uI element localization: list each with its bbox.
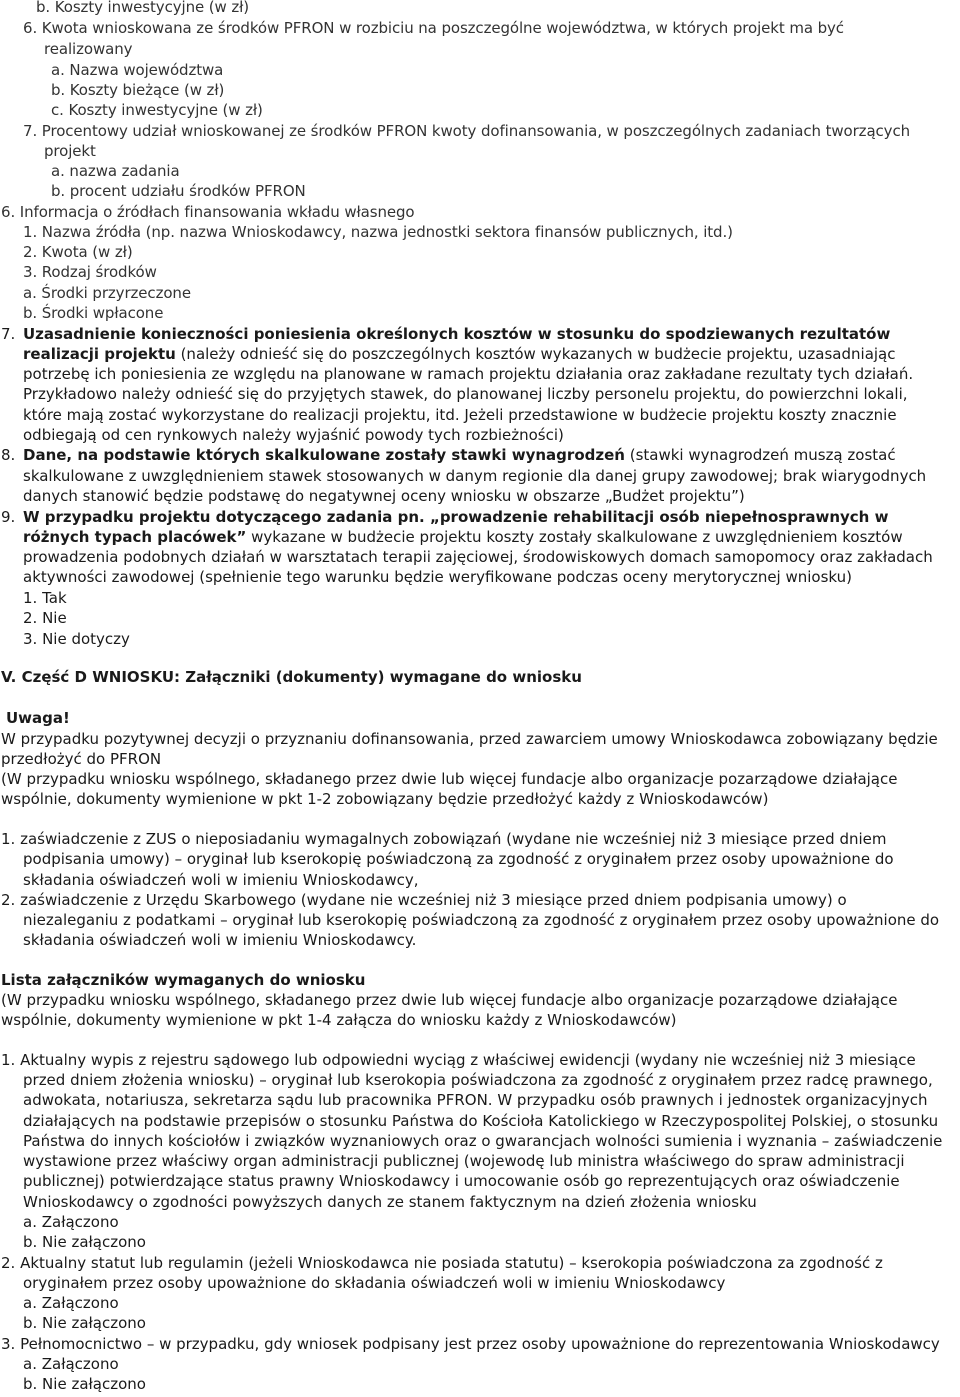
paragraph-text: (stawki wynagrodzeń muszą zostać [624,446,896,464]
paragraph-line [23,527,903,547]
item-number: 8. [1,446,16,464]
item-heading: realizacji projektu [23,345,176,363]
list-item: realizowany [44,40,133,58]
list-item: 2. Aktualny statut lub regulamin (jeżeli Wnioskodawca nie posiada statutu) – kserokopia poświadczona za zgodność z [1,1254,883,1272]
warning-label: Uwaga! [6,709,70,727]
option-item: 1. Tak [23,589,67,607]
paragraph-line: przedłożyć do PFRON [1,750,162,768]
paragraph-text: (należy odnieść się do poszczególnych kosztów wykazanych w budżecie projektu, uzasadniając [175,345,896,363]
paragraph-line: prowadzenia podobnych działań w warsztatach terapii zajęciowej, środowiskowych domach samopomocy oraz zakładach [23,548,933,566]
list-item: b. Koszty bieżące (w zł) [51,81,225,99]
option-item: 3. Nie dotyczy [23,630,130,648]
paragraph-line: (W przypadku wniosku wspólnego, składanego przez dwie lub więcej fundacje albo organizacje pozarządowe działające [1,770,898,788]
list-item: 1. Nazwa źródła (np. nazwa Wnioskodawcy, nazwa jednostki sektora finansów publicznych, itd.) [23,223,733,241]
list-item: a. Nazwa województwa [51,61,224,79]
list-item: b. procent udziału środków PFRON [51,182,306,200]
paragraph-line: potrzebę ich poniesienia ze względu na planowane w ramach projektu działania oraz zakładane rezultaty tych działań. [23,365,914,383]
paragraph-line: skalkulowane z uwzględnieniem stawek stosowanych w danym regionie dla danej grupy zawodowej; brak wiarygodnych [23,467,927,485]
section-title: 6. Informacja o źródłach finansowania wkładu własnego [1,203,415,221]
list-item: przed dniem złożenia wniosku) – oryginał lub kserokopia poświadczona za zgodność z oryginałem przez radcę prawnego, [23,1071,933,1089]
option-item: b. Nie załączono [23,1233,146,1251]
item-heading: Dane, na podstawie których skalkulowane zostały stawki wynagrodzeń [23,446,625,464]
list-item: 6. Kwota wnioskowana ze środków PFRON w rozbiciu na poszczególne województwa, w których projekt ma być [23,19,844,37]
paragraph-line: Przykładowo należy odnieść się do przyjętych stawek, do planowanej liczby personelu projektu, do powierzchni lokali, [23,385,908,403]
option-item: b. Nie załączono [23,1314,146,1332]
list-item: niezaleganiu z podatkami – oryginał lub kserokopię poświadczoną za zgodność z oryginałem przez osoby upoważnione do [23,911,940,929]
list-item: działających na podstawie przepisów o stosunku Państwa do Kościoła Katolickiego w Rzeczypospolitej Polskiej, o stosunku [23,1112,939,1130]
list-item: adwokata, notariusza, sekretarza sądu lub pracownika PFRON. W przypadku osób prawnych i jednostek organizacyjnych [23,1091,928,1109]
list-item: projekt [44,142,96,160]
list-item: publicznej) potwierdzające status prawny Wnioskodawcy i umocowanie osób go reprezentujących oraz oświadczenie [23,1172,900,1190]
list-item: a. Środki przyrzeczone [23,284,191,302]
paragraph-line: (W przypadku wniosku wspólnego, składanego przez dwie lub więcej fundacje albo organizacje pozarządowe działające [1,991,898,1009]
paragraph-line: W przypadku pozytywnej decyzji o przyznaniu dofinansowania, przed zawarciem umowy Wnioskodawca zobowiązany będzie [1,730,938,748]
paragraph-text: wykazane w budżecie projektu koszty zostały skalkulowane z uwzględnieniem kosztów [246,528,903,546]
paragraph-line: które mają zostać wykorzystane do realizacji projektu, itd. Jeżeli przedstawione w budżecie projektu koszty znacznie [23,406,897,424]
paragraph-line [23,445,896,465]
option-item: a. Załączono [23,1355,119,1373]
paragraph-line [23,344,896,364]
list-item: b. Koszty inwestycyjne (w zł) [36,0,250,16]
list-item: 2. Kwota (w zł) [23,243,133,261]
item-heading: W przypadku projektu dotyczącego zadania pn. „prowadzenie rehabilitacji osób niepełnosprawnych w [23,508,889,526]
paragraph-line: aktywności zawodowej (spełnienie tego warunku będzie weryfikowane podczas oceny merytorycznej wniosku) [23,568,853,586]
list-item: składania oświadczeń woli w imieniu Wnioskodawcy, [23,871,419,889]
option-item: a. Załączono [23,1213,119,1231]
list-item: 2. zaświadczenie z Urzędu Skarbowego (wydane nie wcześniej niż 3 miesiące przed dniem podpisania umowy) o [1,891,847,909]
list-item: c. Koszty inwestycyjne (w zł) [51,101,263,119]
item-heading: Uzasadnienie konieczności poniesienia określonych kosztów w stosunku do spodziewanych rezultatów [23,325,891,343]
list-item: oryginałem przez osoby upoważnione do składania oświadczeń woli w imieniu Wnioskodawcy [23,1274,726,1292]
list-item: 3. Pełnomocnictwo – w przypadku, gdy wniosek podpisany jest przez osoby upoważnione do reprezentowania Wnioskodawcy [1,1335,940,1353]
section-heading: V. Część D WNIOSKU: Załączniki (dokumenty) wymagane do wniosku [1,668,582,686]
item-heading: różnych typach placówek” [23,528,247,546]
list-item: Państwa do innych kościołów i związków wyznaniowych oraz o gwarancjach wolności sumienia i wyznania – zaświadczenie [23,1132,943,1150]
list-item: składania oświadczeń woli w imieniu Wnioskodawcy. [23,931,417,949]
paragraph-line: danych stanowić będzie podstawę do negatywnej oceny wniosku w obszarze „Budżet projektu”) [23,487,745,505]
list-item: 3. Rodzaj środków [23,263,157,281]
list-item: podpisania umowy) – oryginał lub kserokopię poświadczoną za zgodność z oryginałem przez osoby upoważnione do [23,850,894,868]
list-item: wystawione przez właściwy organ administracji publicznej (wojewodę lub ministra właściwego do spraw administracji [23,1152,905,1170]
option-item: b. Nie załączono [23,1375,146,1393]
item-number: 7. [1,325,16,343]
list-item: 1. zaświadczenie z ZUS o nieposiadaniu wymagalnych zobowiązań (wydane nie wcześniej niż 3 miesiące przed dniem [1,830,887,848]
list-item: b. Środki wpłacone [23,304,164,322]
list-item: 7. Procentowy udział wnioskowanej ze środków PFRON kwoty dofinansowania, w poszczególnych zadaniach tworzących [23,122,911,140]
option-item: a. Załączono [23,1294,119,1312]
section-heading: Lista załączników wymaganych do wniosku [1,971,366,989]
paragraph-line: wspólnie, dokumenty wymienione w pkt 1-2 zobowiązany będzie przedłożyć każdy z Wnioskodawców) [1,790,769,808]
paragraph-line: wspólnie, dokumenty wymienione w pkt 1-4 załącza do wniosku każdy z Wnioskodawców) [1,1011,677,1029]
list-item: Wnioskodawcy o zgodności powyższych danych ze stanem faktycznym na dzień złożenia wniosku [23,1193,757,1211]
item-number: 9. [1,508,16,526]
list-item: 1. Aktualny wypis z rejestru sądowego lub odpowiedni wyciąg z właściwej ewidencji (wydany nie wcześniej niż 3 miesiące [1,1051,916,1069]
list-item: a. nazwa zadania [51,162,180,180]
option-item: 2. Nie [23,609,67,627]
paragraph-line: odbiegają od cen rynkowych należy wyjaśnić powody tych rozbieżności) [23,426,564,444]
